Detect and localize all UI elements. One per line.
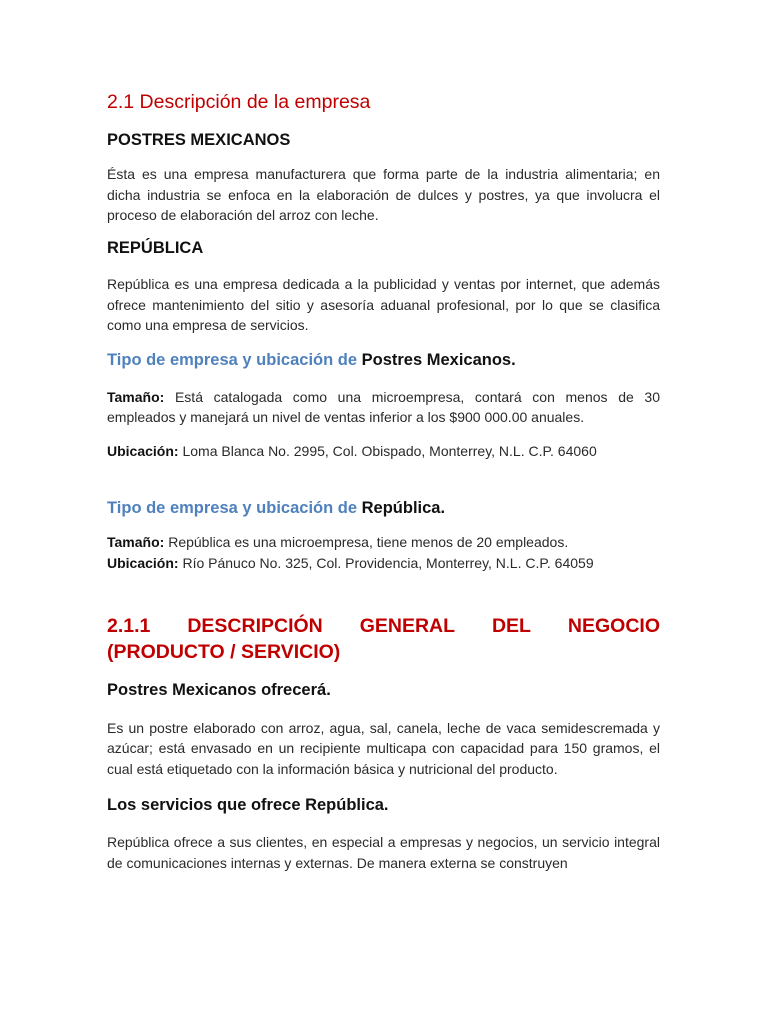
section-title-2-1-1-line1 (107, 613, 660, 639)
tipo-republica-size-text: República es una microempresa, tiene menos de 20 empleados. (168, 534, 569, 551)
tipo-republica-location (107, 553, 660, 574)
title-word: 2.1.1 (107, 615, 151, 638)
postres-ofrece-paragraph: Es un postre elaborado con arroz, agua, sal, canela, leche de vaca semidescremada y azúcar; está envasado en un recipiente multicapa con capacidad para 150 gramos, el cual está etiquetado con la información básica y nutricional del producto. (107, 719, 660, 777)
tipo-republica-location-label: Ubicación: (107, 554, 179, 571)
section-title-2-1-1 (107, 613, 660, 665)
tipo-postres-heading-prefix: Tipo de empresa y ubicación de (107, 350, 358, 369)
tipo-postres-heading-name: Postres Mexicanos. (361, 350, 516, 369)
section-title-2-1-1-line2: (PRODUCTO / SERVICIO) (107, 641, 341, 664)
tipo-republica-heading-prefix: Tipo de empresa y ubicación de (107, 499, 358, 518)
tipo-postres-heading (107, 351, 660, 371)
tipo-republica-location-text: Río Pánuco No. 325, Col. Providencia, Monterrey, N.L. C.P. 64059 (182, 554, 594, 571)
tipo-postres-size-text: Está catalogada como una microempresa, contará con menos de 30 empleados y manejará un nivel de ventas inferior a los $900 000.00 anuales. (107, 388, 660, 426)
tipo-republica-size-label: Tamaño: (107, 534, 165, 551)
tipo-postres-location-label: Ubicación: (107, 442, 179, 459)
republica-servicios-heading: Los servicios que ofrece República. (107, 796, 389, 815)
title-word: NEGOCIO (567, 615, 660, 638)
section-title-2-1: 2.1 Descripción de la empresa (107, 91, 371, 113)
tipo-postres-size (107, 387, 660, 428)
tipo-republica-heading (107, 499, 660, 519)
postres-paragraph: Ésta es una empresa manufacturera que forma parte de la industria alimentaria; en dicha industria se enfoca en la elaboración de dulces y postres, ya que involucra el proceso de elaboración del arroz con leche. (107, 166, 660, 224)
title-word: DEL (491, 615, 531, 638)
tipo-postres-location-text: Loma Blanca No. 2995, Col. Obispado, Monterrey, N.L. C.P. 64060 (182, 442, 597, 459)
postres-heading: POSTRES MEXICANOS (107, 131, 291, 150)
tipo-postres-location (107, 441, 660, 462)
republica-servicios-paragraph: República ofrece a sus clientes, en especial a empresas y negocios, un servicio integral de comunicaciones internas y externas. De manera externa se construyen (107, 834, 660, 871)
tipo-republica-size (107, 532, 660, 553)
republica-heading: REPÚBLICA (107, 238, 204, 257)
republica-paragraph: República es una empresa dedicada a la publicidad y ventas por internet, que además ofrece mantenimiento del sitio y asesoría aduanal profesional, por lo que se clasifica como una empresa de servicios. (107, 276, 660, 334)
tipo-republica-heading-name: República. (361, 499, 446, 518)
tipo-postres-size-label: Tamaño: (107, 388, 165, 405)
title-word: GENERAL (359, 615, 456, 638)
title-word: DESCRIPCIÓN (187, 615, 323, 638)
postres-ofrece-heading: Postres Mexicanos ofrecerá. (107, 681, 331, 700)
